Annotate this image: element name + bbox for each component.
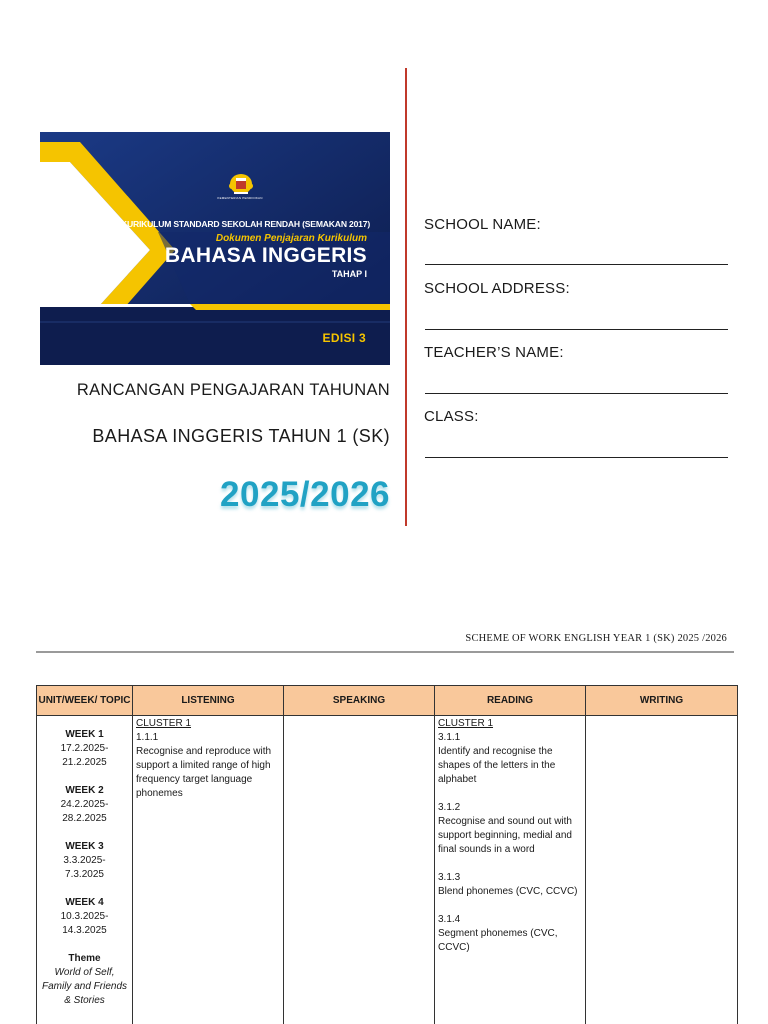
week-dates: 17.2.2025- 21.2.2025 xyxy=(60,743,109,768)
standard-code: 3.1.4 xyxy=(438,914,461,925)
theme-value: World of Self, Family and Friends & Stories xyxy=(41,967,128,1006)
vertical-divider xyxy=(405,68,407,526)
standard-text: Recognise and reproduce with support a limited range of high frequency target language phonemes xyxy=(136,746,272,799)
table-header-row xyxy=(37,686,738,716)
standard-code: 3.1.1 xyxy=(438,732,461,743)
standard-code: 3.1.2 xyxy=(438,802,461,813)
scheme-table xyxy=(36,685,738,1024)
theme-label: Theme xyxy=(68,953,101,964)
header-listening: LISTENING xyxy=(133,686,284,716)
school-name-line[interactable] xyxy=(425,264,728,265)
standard-text: Recognise and sound out with support beginning, medial and final sounds in a word xyxy=(438,816,572,855)
year-title: 2025/2026 xyxy=(220,475,390,514)
crest-label: KEMENTERIAN PENDIDIKAN xyxy=(217,196,263,200)
standard-text: Identify and recognise the shapes of the letters in the alphabet xyxy=(438,746,556,785)
standard-text: Segment phonemes (CVC, CCVC) xyxy=(438,928,558,953)
cluster-label: CLUSTER 1 xyxy=(136,718,192,729)
dpk-line: Dokumen Penjajaran Kurikulum xyxy=(215,233,367,244)
header-reading: READING xyxy=(435,686,586,716)
week-cell xyxy=(37,716,133,1024)
cluster-label: CLUSTER 1 xyxy=(438,718,494,729)
week-dates: 24.2.2025- 28.2.2025 xyxy=(60,799,109,824)
listening-cell xyxy=(133,716,284,1024)
week-label: WEEK 1 xyxy=(65,729,104,740)
teacher-name-label: TEACHER’S NAME: xyxy=(424,344,564,361)
standard-code: 1.1.1 xyxy=(136,732,159,743)
week-dates: 10.3.2025- 14.3.2025 xyxy=(60,911,109,936)
standard-text: Blend phonemes (CVC, CCVC) xyxy=(438,886,578,897)
reading-cell xyxy=(435,716,586,1024)
week-label: WEEK 2 xyxy=(65,785,104,796)
week-label: WEEK 3 xyxy=(65,841,104,852)
week-dates: 3.3.2025- 7.3.2025 xyxy=(63,855,106,880)
writing-cell xyxy=(586,716,738,1024)
header-writing: WRITING xyxy=(586,686,738,716)
subject-title: BAHASA INGGERIS TAHUN 1 (SK) xyxy=(92,426,390,446)
school-address-label: SCHOOL ADDRESS: xyxy=(424,280,570,297)
edisi-label: EDISI 3 xyxy=(322,331,366,345)
subject-banner: BAHASA INGGERIS xyxy=(164,244,367,267)
header-unit: UNIT/WEEK/ TOPIC xyxy=(37,686,133,716)
header-speaking: SPEAKING xyxy=(284,686,435,716)
kssr-line: KURIKULUM STANDARD SEKOLAH RENDAH (SEMAKAN 2017) xyxy=(120,219,370,229)
scheme-title: SCHEME OF WORK ENGLISH YEAR 1 (SK) 2025 /2026 xyxy=(465,633,727,644)
class-line[interactable] xyxy=(425,457,728,458)
speaking-cell xyxy=(284,716,435,1024)
standard-code: 3.1.3 xyxy=(438,872,461,883)
teacher-name-line[interactable] xyxy=(425,393,728,394)
school-address-line[interactable] xyxy=(425,329,728,330)
class-label: CLASS: xyxy=(424,408,479,425)
crest-icon xyxy=(226,172,256,196)
tahap-label: TAHAP I xyxy=(331,269,367,279)
table-row xyxy=(37,716,738,1024)
header-rule xyxy=(36,651,734,653)
rpt-title: RANCANGAN PENGAJARAN TAHUNAN xyxy=(76,381,390,399)
school-name-label: SCHOOL NAME: xyxy=(424,216,541,233)
week-label: WEEK 4 xyxy=(65,897,104,908)
